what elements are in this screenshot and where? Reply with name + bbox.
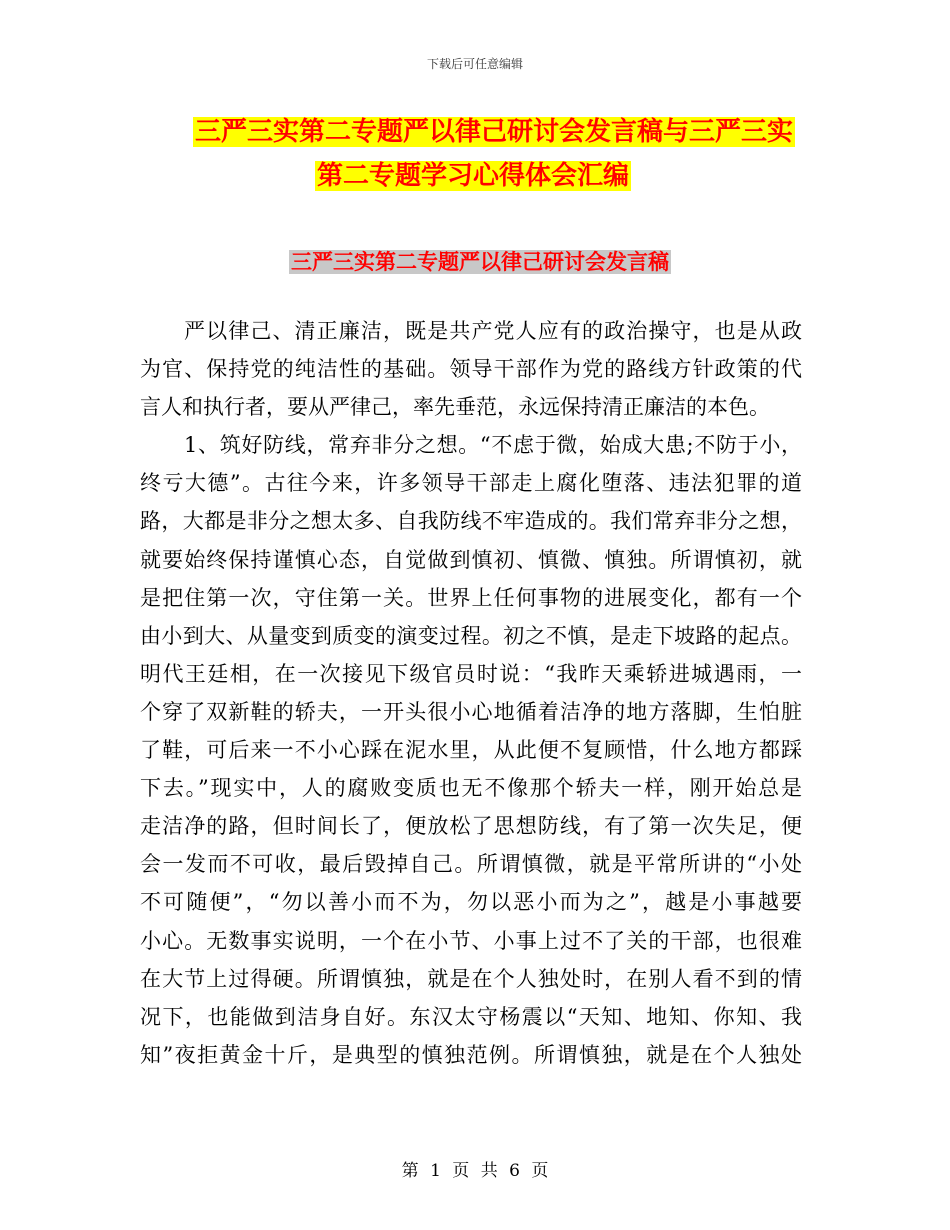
body-line: 走洁净的路，但时间长了，便放松了思想防线，有了第一次失足，便 bbox=[140, 814, 802, 839]
body-line: 了鞋，可后来一不小心踩在泥水里，从此便不复顾惜，什么地方都踩 bbox=[140, 738, 802, 763]
body-line: 言人和执行者，要从严律己，率先垂范，永远保持清正廉洁的本色。 bbox=[140, 395, 770, 420]
body-line: 下去。”现实中，人的腐败变质也无不像那个轿夫一样，刚开始总是 bbox=[140, 776, 802, 801]
body-line: 会一发而不可收，最后毁掉自己。所谓慎微，就是平常所讲的“小处 bbox=[140, 852, 802, 877]
body-line: 个穿了双新鞋的轿夫，一开头很小心地循着洁净的地方落脚，生怕脏 bbox=[140, 699, 802, 724]
page-header: 下载后可任意编辑 bbox=[426, 57, 523, 71]
section-heading bbox=[289, 246, 671, 278]
document-title-line-1 bbox=[193, 112, 795, 152]
body-line: 终亏大德”。古往今来，许多领导干部走上腐化堕落、违法犯罪的道 bbox=[140, 471, 802, 496]
body-line: 为官、保持党的纯洁性的基础。领导干部作为党的路线方针政策的代 bbox=[140, 357, 802, 382]
body-line: 由小到大、从量变到质变的演变过程。初之不慎，是走下坡路的起点。 bbox=[140, 623, 802, 648]
body-line: 是把住第一次，守住第一关。世界上任何事物的进展变化，都有一个 bbox=[140, 585, 802, 610]
page-number-footer: 第 1 页 共 6 页 bbox=[401, 1161, 549, 1181]
body-line: 不可随便”，“勿以善小而不为，勿以恶小而为之”，越是小事越要 bbox=[140, 890, 802, 915]
body-line: 况下，也能做到洁身自好。东汉太守杨震以“天知、地知、你知、我 bbox=[140, 1004, 802, 1029]
document-title-line-2 bbox=[315, 156, 631, 196]
body-line: 在大节上过得硬。所谓慎独，就是在个人独处时，在别人看不到的情 bbox=[140, 966, 802, 991]
body-line: 路，大都是非分之想太多、自我防线不牢造成的。我们常弃非分之想， bbox=[140, 509, 802, 534]
body-line: 1、筑好防线，常弃非分之想。“不虑于微，始成大患;不防于小， bbox=[184, 433, 802, 458]
title-highlight-1: 三严三实第二专题严以律己研讨会发言稿与三严三实 bbox=[195, 117, 794, 147]
title-highlight-2: 第二专题学习心得体会汇编 bbox=[317, 161, 630, 191]
body-line: 严以律己、清正廉洁，既是共产党人应有的政治操守，也是从政 bbox=[184, 319, 802, 343]
body-paragraphs bbox=[140, 312, 802, 1074]
body-line: 小心。无数事实说明，一个在小节、小事上过不了关的干部，也很难 bbox=[140, 928, 802, 953]
body-line: 知”夜拒黄金十斤，是典型的慎独范例。所谓慎独，就是在个人独处 bbox=[140, 1042, 802, 1067]
section-heading-text: 三严三实第二专题严以律己研讨会发言稿 bbox=[291, 250, 669, 274]
body-line: 明代王廷相，在一次接见下级官员时说：“我昨天乘轿进城遇雨，一 bbox=[140, 661, 802, 686]
body-line: 就要始终保持谨慎心态，自觉做到慎初、慎微、慎独。所谓慎初，就 bbox=[140, 547, 802, 572]
